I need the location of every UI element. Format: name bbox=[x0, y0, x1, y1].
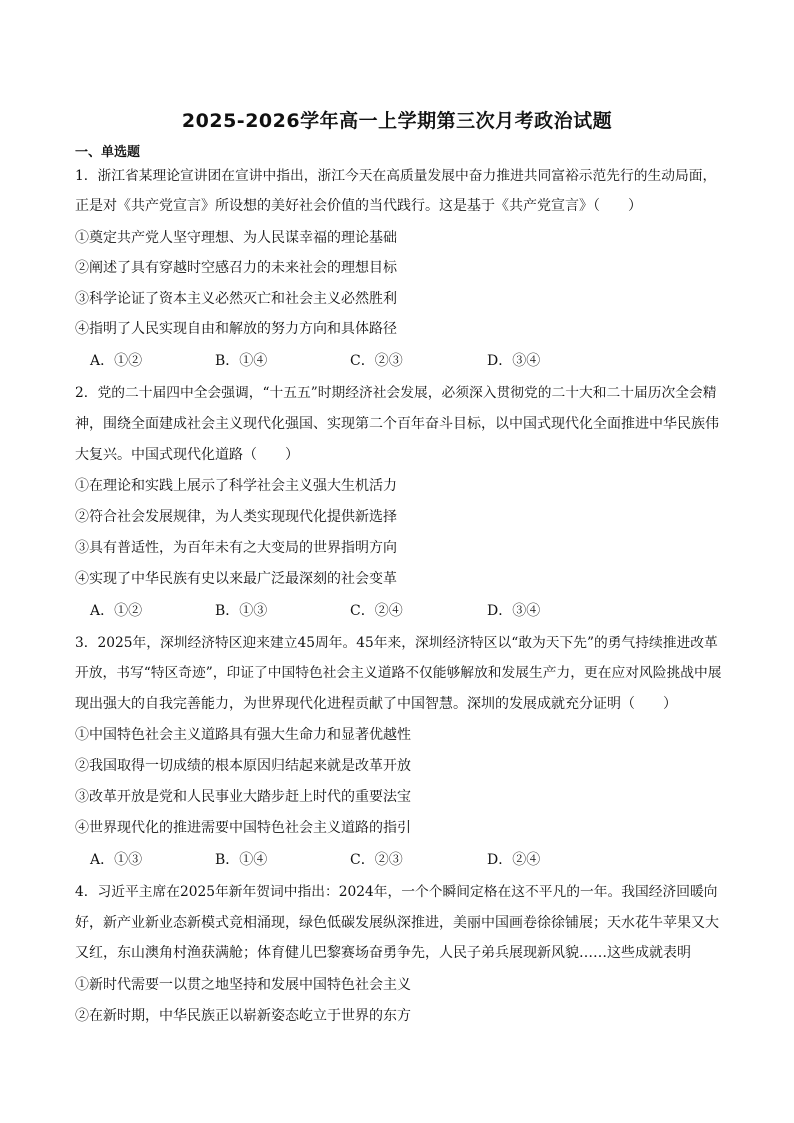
q3-statement-1: ①中国特色社会主义道路具有强大生命力和显著优越性 bbox=[75, 727, 411, 743]
q1-option-d[interactable]: D．③④ bbox=[487, 353, 541, 369]
exam-title: 2025-2026学年高一上学期第三次月考政治试题 bbox=[181, 110, 613, 132]
q3-statement-2: ②我国取得一切成绩的根本原因归结起来就是改革开放 bbox=[75, 758, 411, 774]
q2-statement-3: ③具有普适性，为百年未有之大变局的世界指明方向 bbox=[75, 540, 397, 556]
q1-statement-2: ②阐述了具有穿越时空感召力的未来社会的理想目标 bbox=[75, 260, 397, 276]
q1-option-c[interactable]: C．②③ bbox=[350, 353, 403, 369]
q1-stem-line-2: 正是对《共产党宣言》所设想的美好社会价值的当代践行。这是基于《共产党宣言》（ ） bbox=[75, 198, 642, 214]
q1-statement-4: ④指明了人民实现自由和解放的努力方向和具体路径 bbox=[75, 321, 397, 337]
q1-option-a[interactable]: A．①② bbox=[90, 353, 143, 369]
q2-option-b[interactable]: B．①③ bbox=[215, 603, 268, 619]
q2-stem-line-3: 大复兴。中国式现代化道路（ ） bbox=[75, 447, 299, 463]
q2-statement-4: ④实现了中华民族有史以来最广泛最深刻的社会变革 bbox=[75, 571, 397, 587]
q2-statement-2: ②符合社会发展规律，为人类实现现代化提供新选择 bbox=[75, 509, 397, 525]
q4-stem-line-2: 好，新产业新业态新模式竞相涌现，绿色低碳发展纵深推进，美丽中国画卷徐徐铺展；天水花牛苹果又大 bbox=[75, 915, 719, 931]
q3-option-c[interactable]: C．②③ bbox=[350, 852, 403, 868]
q4-statement-2: ②在新时期，中华民族正以崭新姿态屹立于世界的东方 bbox=[75, 1008, 411, 1024]
q2-statement-1: ①在理论和实践上展示了科学社会主义强大生机活力 bbox=[75, 478, 397, 494]
q3-stem-line-2: 开放，书写“特区奇迹”，印证了中国特色社会主义道路不仅能够解放和发展生产力，更在应对风险挑战中展 bbox=[75, 665, 722, 681]
q3-statement-3: ③改革开放是党和人民事业大踏步赶上时代的重要法宝 bbox=[75, 789, 411, 805]
q2-options bbox=[90, 601, 730, 621]
q1-option-b[interactable]: B．①④ bbox=[215, 353, 268, 369]
q3-options bbox=[90, 850, 730, 870]
q1-statement-3: ③科学论证了资本主义必然灭亡和社会主义必然胜利 bbox=[75, 291, 397, 307]
q3-stem-line-1: 3．2025年，深圳经济特区迎来建立45周年。45年来，深圳经济特区以“敢为天下先”的勇气持续推进改革 bbox=[75, 635, 718, 651]
section-heading: 一、单选题 bbox=[75, 145, 141, 160]
q2-option-a[interactable]: A．①② bbox=[90, 603, 143, 619]
q2-stem-line-2: 神，围绕全面建成社会主义现代化强国、实现第二个百年奋斗目标，以中国式现代化全面推进中华民族伟 bbox=[75, 416, 719, 432]
q3-option-b[interactable]: B．①④ bbox=[215, 852, 268, 868]
q2-option-d[interactable]: D．③④ bbox=[487, 603, 541, 619]
q3-statement-4: ④世界现代化的推进需要中国特色社会主义道路的指引 bbox=[75, 820, 411, 836]
q4-statement-1: ①新时代需要一以贯之地坚持和发展中国特色社会主义 bbox=[75, 977, 411, 993]
q1-options bbox=[90, 351, 730, 371]
q4-stem-line-3: 又红，东山澳角村渔获满舱；体育健儿巴黎赛场奋勇争先，人民子弟兵展现新风貌……这些成就表明 bbox=[75, 945, 691, 961]
q3-option-d[interactable]: D．②④ bbox=[487, 852, 541, 868]
q2-option-c[interactable]: C．②④ bbox=[350, 603, 403, 619]
q3-option-a[interactable]: A．①③ bbox=[90, 852, 143, 868]
q1-stem-line-1: 1．浙江省某理论宣讲团在宣讲中指出，浙江今天在高质量发展中奋力推进共同富裕示范先行的生动局面， bbox=[75, 168, 717, 184]
q4-stem-line-1: 4．习近平主席在2025年新年贺词中指出：2024年，一个个瞬间定格在这不平凡的一年。我国经济回暖向 bbox=[75, 884, 718, 900]
q1-statement-1: ①奠定共产党人坚守理想、为人民谋幸福的理论基础 bbox=[75, 230, 397, 246]
q2-stem-line-1: 2．党的二十届四中全会强调，“十五五”时期经济社会发展，必须深入贯彻党的二十大和二十届历次全会精 bbox=[75, 385, 717, 401]
q3-stem-line-3: 现出强大的自我完善能力，为世界现代化进程贡献了中国智慧。深圳的发展成就充分证明（ ） bbox=[75, 696, 677, 712]
